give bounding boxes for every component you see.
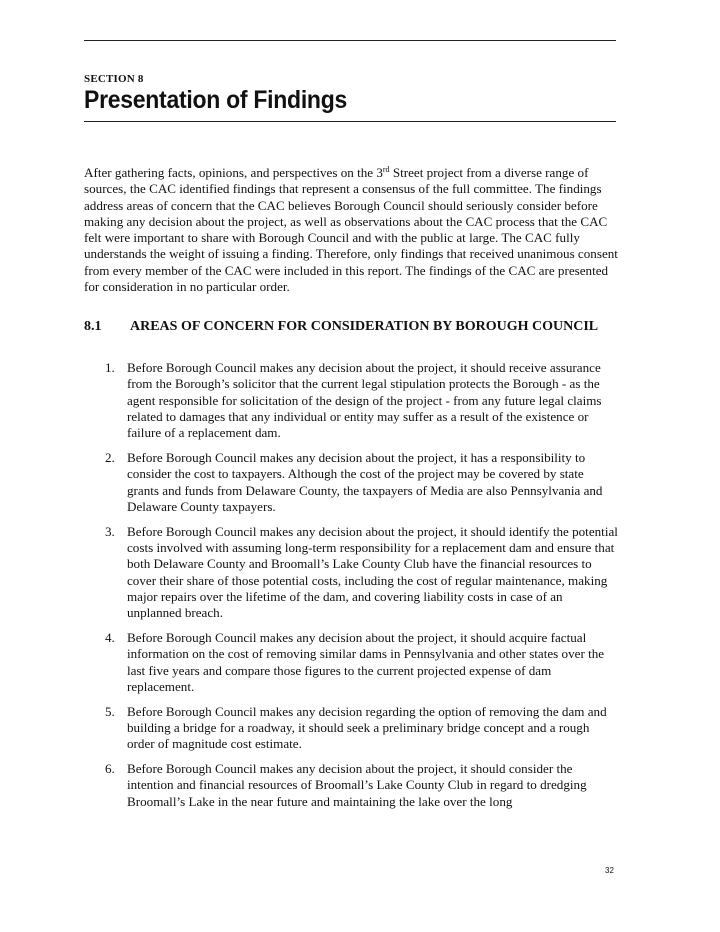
list-item-text: Before Borough Council makes any decision about the project, it should acquire factual information on the cost of removing similar dams in Pennsylvania and other states over the last five years and compare those figures to the current projected expense of dam replacement. [127, 629, 605, 694]
findings-list [84, 360, 618, 818]
list-item-text: Before Borough Council makes any decision about the project, it should identify the potential costs involved with assuming long-term responsibility for a replacement dam and ensure that both Delaware County and Broomall’s Lake County Club have the financial resources to cover their share of those potential costs, including the cost of regular maintenance, making major repairs over the lifetime of the dam, and covering liability costs in case of an unplanned breach. [127, 523, 618, 621]
intro-superscript: rd [382, 165, 390, 174]
list-item-text: Before Borough Council makes any decision about the project, it should consider the intention and financial resources of Broomall’s Lake County Club in regard to dredging Broomall’s Lake in the near future and maintaining the lake over the long [127, 761, 587, 809]
page-number: 32 [605, 866, 614, 875]
list-item [84, 360, 618, 441]
list-item [84, 524, 618, 622]
list-item [84, 450, 618, 515]
section-label: SECTION 8 [84, 73, 144, 85]
list-item-number: 6. [105, 761, 115, 777]
subsection-heading [84, 318, 618, 335]
list-item [84, 761, 618, 810]
page-title: Presentation of Findings [84, 86, 348, 114]
list-item-text: Before Borough Council makes any decision about the project, it has a responsibility to consider the cost to taxpayers. Although the cost of the project may be covered by state grants and funds from Delaware County, the taxpayers of Media are also Pennsylvania and Delaware County taxpayers. [127, 449, 603, 514]
list-item-number: 1. [105, 360, 115, 375]
header-rule [84, 40, 616, 41]
list-item-text: Before Borough Council makes any decision regarding the option of removing the dam and building a bridge for a roadway, it should seek a preliminary bridge concept and a rough order of magnitude cost estimate. [127, 703, 607, 752]
subsection-title: AREAS OF CONCERN FOR CONSIDERATION BY BOROUGH COUNCIL [130, 319, 599, 334]
list-item-number: 2. [105, 449, 115, 465]
list-item-number: 4. [105, 629, 115, 645]
list-item-text: Before Borough Council makes any decision about the project, it should receive assurance from the Borough’s solicitor that the current legal stipulation protects the Borough - as the agent responsible for solicitation of the design of the project - from any future legal claims related to damages that any individual or entity may suffer as a result of the existence or failure of a replacement dam. [127, 360, 602, 441]
subsection-number: 8.1 [84, 319, 102, 334]
intro-text-rest: Street project from a diverse range of sources, the CAC identified findings that represent a consensus of the full committee. The findings address areas of concern that the CAC believes Borough Council should seriously consider before making any decision about the project, as well as observations about the CAC process that the CAC felt were important to share with Borough Council and with the public at large. The CAC fully understands the weight of issuing a finding. Therefore, only findings that received unanimous consent from every member of the CAC were included in this report. The findings of the CAC are presented for consideration in no particular order. [84, 165, 618, 295]
intro-paragraph [84, 165, 618, 295]
list-item [84, 704, 618, 753]
title-rule [84, 121, 616, 122]
list-item-number: 5. [105, 703, 115, 719]
list-item-number: 3. [105, 523, 115, 539]
list-item [84, 630, 618, 695]
intro-text-start: After gathering facts, opinions, and perspectives on the 3 [84, 165, 383, 180]
